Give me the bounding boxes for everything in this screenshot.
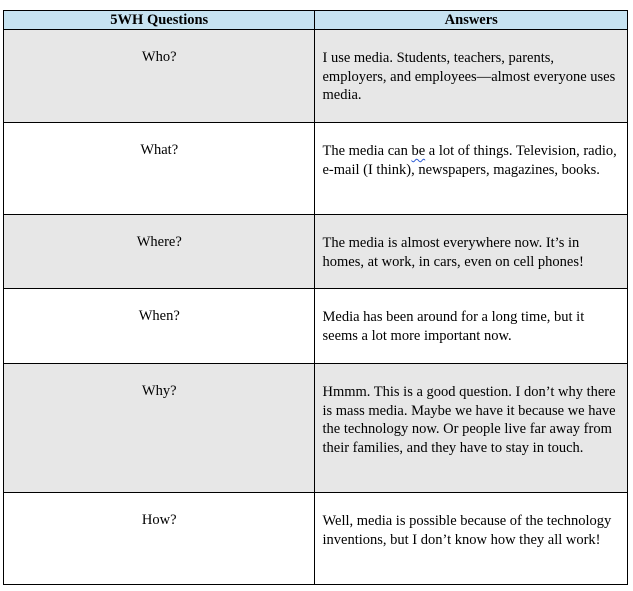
question-cell: How? bbox=[4, 493, 315, 585]
answer-cell bbox=[315, 123, 628, 215]
answer-cell: Hmmm. This is a good question. I don’t why there is mass media. Maybe we have it because we have the technology now. Or people live far away from their families, and they have to stay in touch. bbox=[315, 364, 628, 493]
5wh-table bbox=[3, 10, 628, 585]
question-cell: Why? bbox=[4, 364, 315, 493]
spellcheck-flagged-word: be bbox=[411, 143, 426, 159]
answer-cell: Well, media is possible because of the technology inventions, but I don’t know how they all work! bbox=[315, 493, 628, 585]
header-answers: Answers bbox=[315, 11, 628, 30]
header-questions: 5WH Questions bbox=[4, 11, 315, 30]
question-cell: What? bbox=[4, 123, 315, 215]
answer-cell: I use media. Students, teachers, parents, employers, and employees—almost everyone uses media. bbox=[315, 30, 628, 123]
question-cell: When? bbox=[4, 289, 315, 364]
answer-text: The media can bbox=[322, 143, 412, 159]
table-row bbox=[4, 123, 628, 215]
table-row bbox=[4, 289, 628, 364]
table-row bbox=[4, 493, 628, 585]
header-row bbox=[4, 11, 628, 30]
table-row bbox=[4, 364, 628, 493]
answer-text: a lot of things. Television, radio, e-mail (I think), newspapers, magazines, books. bbox=[322, 143, 617, 178]
question-cell: Where? bbox=[4, 215, 315, 289]
table-row bbox=[4, 215, 628, 289]
answer-cell: The media is almost everywhere now. It’s in homes, at work, in cars, even on cell phones! bbox=[315, 215, 628, 289]
question-cell: Who? bbox=[4, 30, 315, 123]
answer-cell: Media has been around for a long time, but it seems a lot more important now. bbox=[315, 289, 628, 364]
table-row bbox=[4, 30, 628, 123]
